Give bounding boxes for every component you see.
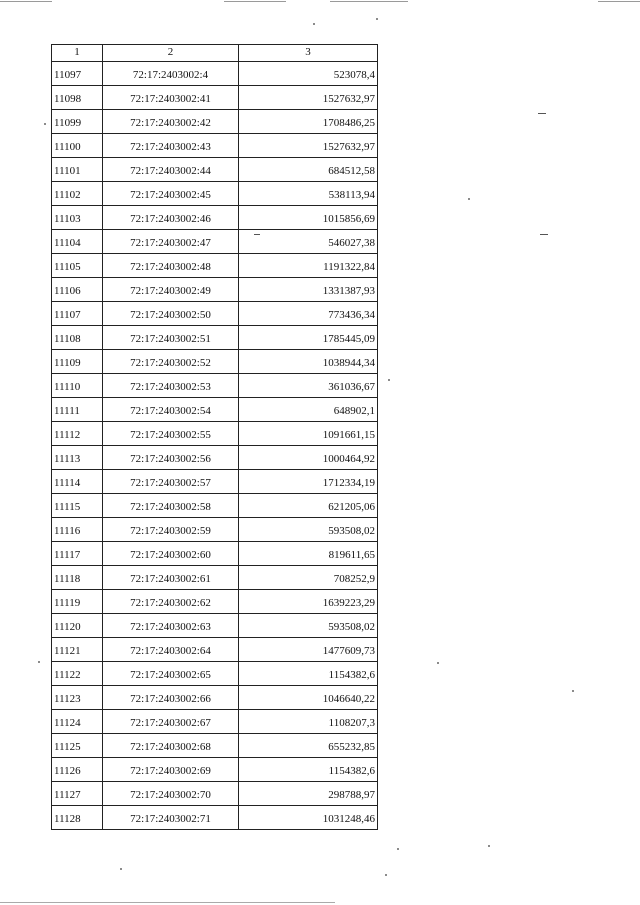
table-row xyxy=(52,158,378,182)
cadastral-value: 538113,94 xyxy=(239,182,378,206)
cadastral-number: 72:17:2403002:69 xyxy=(103,758,239,782)
cadastral-value: 1091661,15 xyxy=(239,422,378,446)
scan-speck-6 xyxy=(572,690,574,692)
row-number: 11124 xyxy=(52,710,103,734)
cadastral-value: 1785445,09 xyxy=(239,326,378,350)
table-row xyxy=(52,206,378,230)
row-number: 11103 xyxy=(52,206,103,230)
table-row xyxy=(52,590,378,614)
row-number: 11113 xyxy=(52,446,103,470)
row-number: 11123 xyxy=(52,686,103,710)
scan-speck-10 xyxy=(120,868,122,870)
row-number: 11122 xyxy=(52,662,103,686)
scan-speck-7 xyxy=(38,661,40,663)
cadastral-number: 72:17:2403002:59 xyxy=(103,518,239,542)
cadastral-number: 72:17:2403002:53 xyxy=(103,374,239,398)
row-number: 11098 xyxy=(52,86,103,110)
row-number: 11117 xyxy=(52,542,103,566)
cadastral-number: 72:17:2403002:57 xyxy=(103,470,239,494)
cadastral-value: 648902,1 xyxy=(239,398,378,422)
cadastral-number: 72:17:2403002:47 xyxy=(103,230,239,254)
cadastral-number: 72:17:2403002:42 xyxy=(103,110,239,134)
cadastral-number: 72:17:2403002:52 xyxy=(103,350,239,374)
table-row xyxy=(52,638,378,662)
row-number: 11102 xyxy=(52,182,103,206)
cadastral-number: 72:17:2403002:70 xyxy=(103,782,239,806)
table-row xyxy=(52,230,378,254)
table-row xyxy=(52,398,378,422)
row-number: 11128 xyxy=(52,806,103,830)
row-number: 11120 xyxy=(52,614,103,638)
table-row xyxy=(52,62,378,86)
table-row xyxy=(52,782,378,806)
table-row xyxy=(52,806,378,830)
scan-edge-top-mid xyxy=(224,1,286,2)
cadastral-value: 1527632,97 xyxy=(239,134,378,158)
row-number: 11104 xyxy=(52,230,103,254)
row-number: 11106 xyxy=(52,278,103,302)
cadastral-value: 361036,67 xyxy=(239,374,378,398)
cadastral-number: 72:17:2403002:46 xyxy=(103,206,239,230)
cadastral-number: 72:17:2403002:64 xyxy=(103,638,239,662)
cadastral-value: 593508,02 xyxy=(239,518,378,542)
row-number: 11099 xyxy=(52,110,103,134)
cadastral-value: 1191322,84 xyxy=(239,254,378,278)
header-col-3: 3 xyxy=(239,45,378,62)
cadastral-value: 773436,34 xyxy=(239,302,378,326)
header-col-1: 1 xyxy=(52,45,103,62)
scan-speck-3 xyxy=(468,198,470,200)
row-number: 11114 xyxy=(52,470,103,494)
row-number: 11127 xyxy=(52,782,103,806)
table-row xyxy=(52,134,378,158)
cadastral-value: 1708486,25 xyxy=(239,110,378,134)
table-row xyxy=(52,182,378,206)
table-row xyxy=(52,710,378,734)
row-number: 11109 xyxy=(52,350,103,374)
cadastral-number: 72:17:2403002:66 xyxy=(103,686,239,710)
header-col-2: 2 xyxy=(103,45,239,62)
cadastral-number: 72:17:2403002:50 xyxy=(103,302,239,326)
scan-speck-5 xyxy=(437,662,439,664)
row-number: 11111 xyxy=(52,398,103,422)
table-row xyxy=(52,86,378,110)
cadastral-value: 546027,38 xyxy=(239,230,378,254)
cadastral-number: 72:17:2403002:43 xyxy=(103,134,239,158)
cadastral-number: 72:17:2403002:56 xyxy=(103,446,239,470)
table-row xyxy=(52,662,378,686)
table-row xyxy=(52,422,378,446)
table-row xyxy=(52,614,378,638)
scan-speck-1 xyxy=(313,23,315,25)
cadastral-value: 1639223,29 xyxy=(239,590,378,614)
cadastral-number: 72:17:2403002:55 xyxy=(103,422,239,446)
cadastral-value: 708252,9 xyxy=(239,566,378,590)
cadastral-number: 72:17:2403002:63 xyxy=(103,614,239,638)
cadastral-value: 1154382,6 xyxy=(239,662,378,686)
row-number: 11126 xyxy=(52,758,103,782)
table-row xyxy=(52,758,378,782)
row-number: 11121 xyxy=(52,638,103,662)
scan-dash-2 xyxy=(540,234,548,235)
cadastral-value: 1712334,19 xyxy=(239,470,378,494)
cadastral-value: 1038944,34 xyxy=(239,350,378,374)
scan-dash-1 xyxy=(538,113,546,114)
row-number: 11097 xyxy=(52,62,103,86)
cadastral-number: 72:17:2403002:51 xyxy=(103,326,239,350)
row-number: 11101 xyxy=(52,158,103,182)
cadastral-value: 819611,65 xyxy=(239,542,378,566)
cadastral-number: 72:17:2403002:4 xyxy=(103,62,239,86)
table-row xyxy=(52,110,378,134)
row-number: 11119 xyxy=(52,590,103,614)
scan-speck-2 xyxy=(376,18,378,20)
cadastral-value: 523078,4 xyxy=(239,62,378,86)
cadastral-number: 72:17:2403002:71 xyxy=(103,806,239,830)
cadastral-number: 72:17:2403002:41 xyxy=(103,86,239,110)
cadastral-number: 72:17:2403002:58 xyxy=(103,494,239,518)
row-number: 11115 xyxy=(52,494,103,518)
table-row xyxy=(52,566,378,590)
table-row xyxy=(52,518,378,542)
header-row xyxy=(52,45,378,62)
cadastral-number: 72:17:2403002:45 xyxy=(103,182,239,206)
cadastral-number: 72:17:2403002:65 xyxy=(103,662,239,686)
row-number: 11112 xyxy=(52,422,103,446)
row-number: 11105 xyxy=(52,254,103,278)
scan-edge-top-right xyxy=(598,1,640,2)
table-row xyxy=(52,446,378,470)
row-number: 11116 xyxy=(52,518,103,542)
cadastral-value: 1031248,46 xyxy=(239,806,378,830)
cadastral-number: 72:17:2403002:48 xyxy=(103,254,239,278)
table-row xyxy=(52,326,378,350)
table-row xyxy=(52,542,378,566)
table-row xyxy=(52,374,378,398)
row-number: 11108 xyxy=(52,326,103,350)
cadastral-number: 72:17:2403002:67 xyxy=(103,710,239,734)
scan-speck-12 xyxy=(44,123,46,125)
cadastral-value: 684512,58 xyxy=(239,158,378,182)
row-number: 11118 xyxy=(52,566,103,590)
row-number: 11125 xyxy=(52,734,103,758)
table-row xyxy=(52,278,378,302)
cadastral-value: 621205,06 xyxy=(239,494,378,518)
cadastral-value-table xyxy=(51,44,378,830)
scan-speck-11 xyxy=(385,874,387,876)
cadastral-number: 72:17:2403002:49 xyxy=(103,278,239,302)
cadastral-value: 298788,97 xyxy=(239,782,378,806)
cadastral-value: 1000464,92 xyxy=(239,446,378,470)
scan-speck-9 xyxy=(488,845,490,847)
cadastral-value: 1527632,97 xyxy=(239,86,378,110)
table-row xyxy=(52,254,378,278)
cadastral-number: 72:17:2403002:61 xyxy=(103,566,239,590)
table-row xyxy=(52,350,378,374)
cadastral-number: 72:17:2403002:60 xyxy=(103,542,239,566)
cadastral-value: 1046640,22 xyxy=(239,686,378,710)
cadastral-value: 655232,85 xyxy=(239,734,378,758)
table-row xyxy=(52,302,378,326)
cadastral-value: 1154382,6 xyxy=(239,758,378,782)
cadastral-number: 72:17:2403002:44 xyxy=(103,158,239,182)
cadastral-number: 72:17:2403002:68 xyxy=(103,734,239,758)
scan-speck-4 xyxy=(388,379,390,381)
scan-edge-bottom xyxy=(0,902,335,903)
row-number: 11110 xyxy=(52,374,103,398)
cadastral-number: 72:17:2403002:54 xyxy=(103,398,239,422)
scan-edge-top-left xyxy=(0,1,52,2)
cadastral-value: 1477609,73 xyxy=(239,638,378,662)
table-row xyxy=(52,494,378,518)
cadastral-number: 72:17:2403002:62 xyxy=(103,590,239,614)
table-header xyxy=(52,45,378,62)
scan-edge-top-mid2 xyxy=(330,1,408,2)
table-row xyxy=(52,734,378,758)
scan-speck-8 xyxy=(397,848,399,850)
table-row xyxy=(52,470,378,494)
cadastral-value: 1015856,69 xyxy=(239,206,378,230)
table-row xyxy=(52,686,378,710)
row-number: 11100 xyxy=(52,134,103,158)
cadastral-value: 1331387,93 xyxy=(239,278,378,302)
row-number: 11107 xyxy=(52,302,103,326)
cadastral-value: 1108207,3 xyxy=(239,710,378,734)
table-body xyxy=(52,62,378,830)
cadastral-value: 593508,02 xyxy=(239,614,378,638)
